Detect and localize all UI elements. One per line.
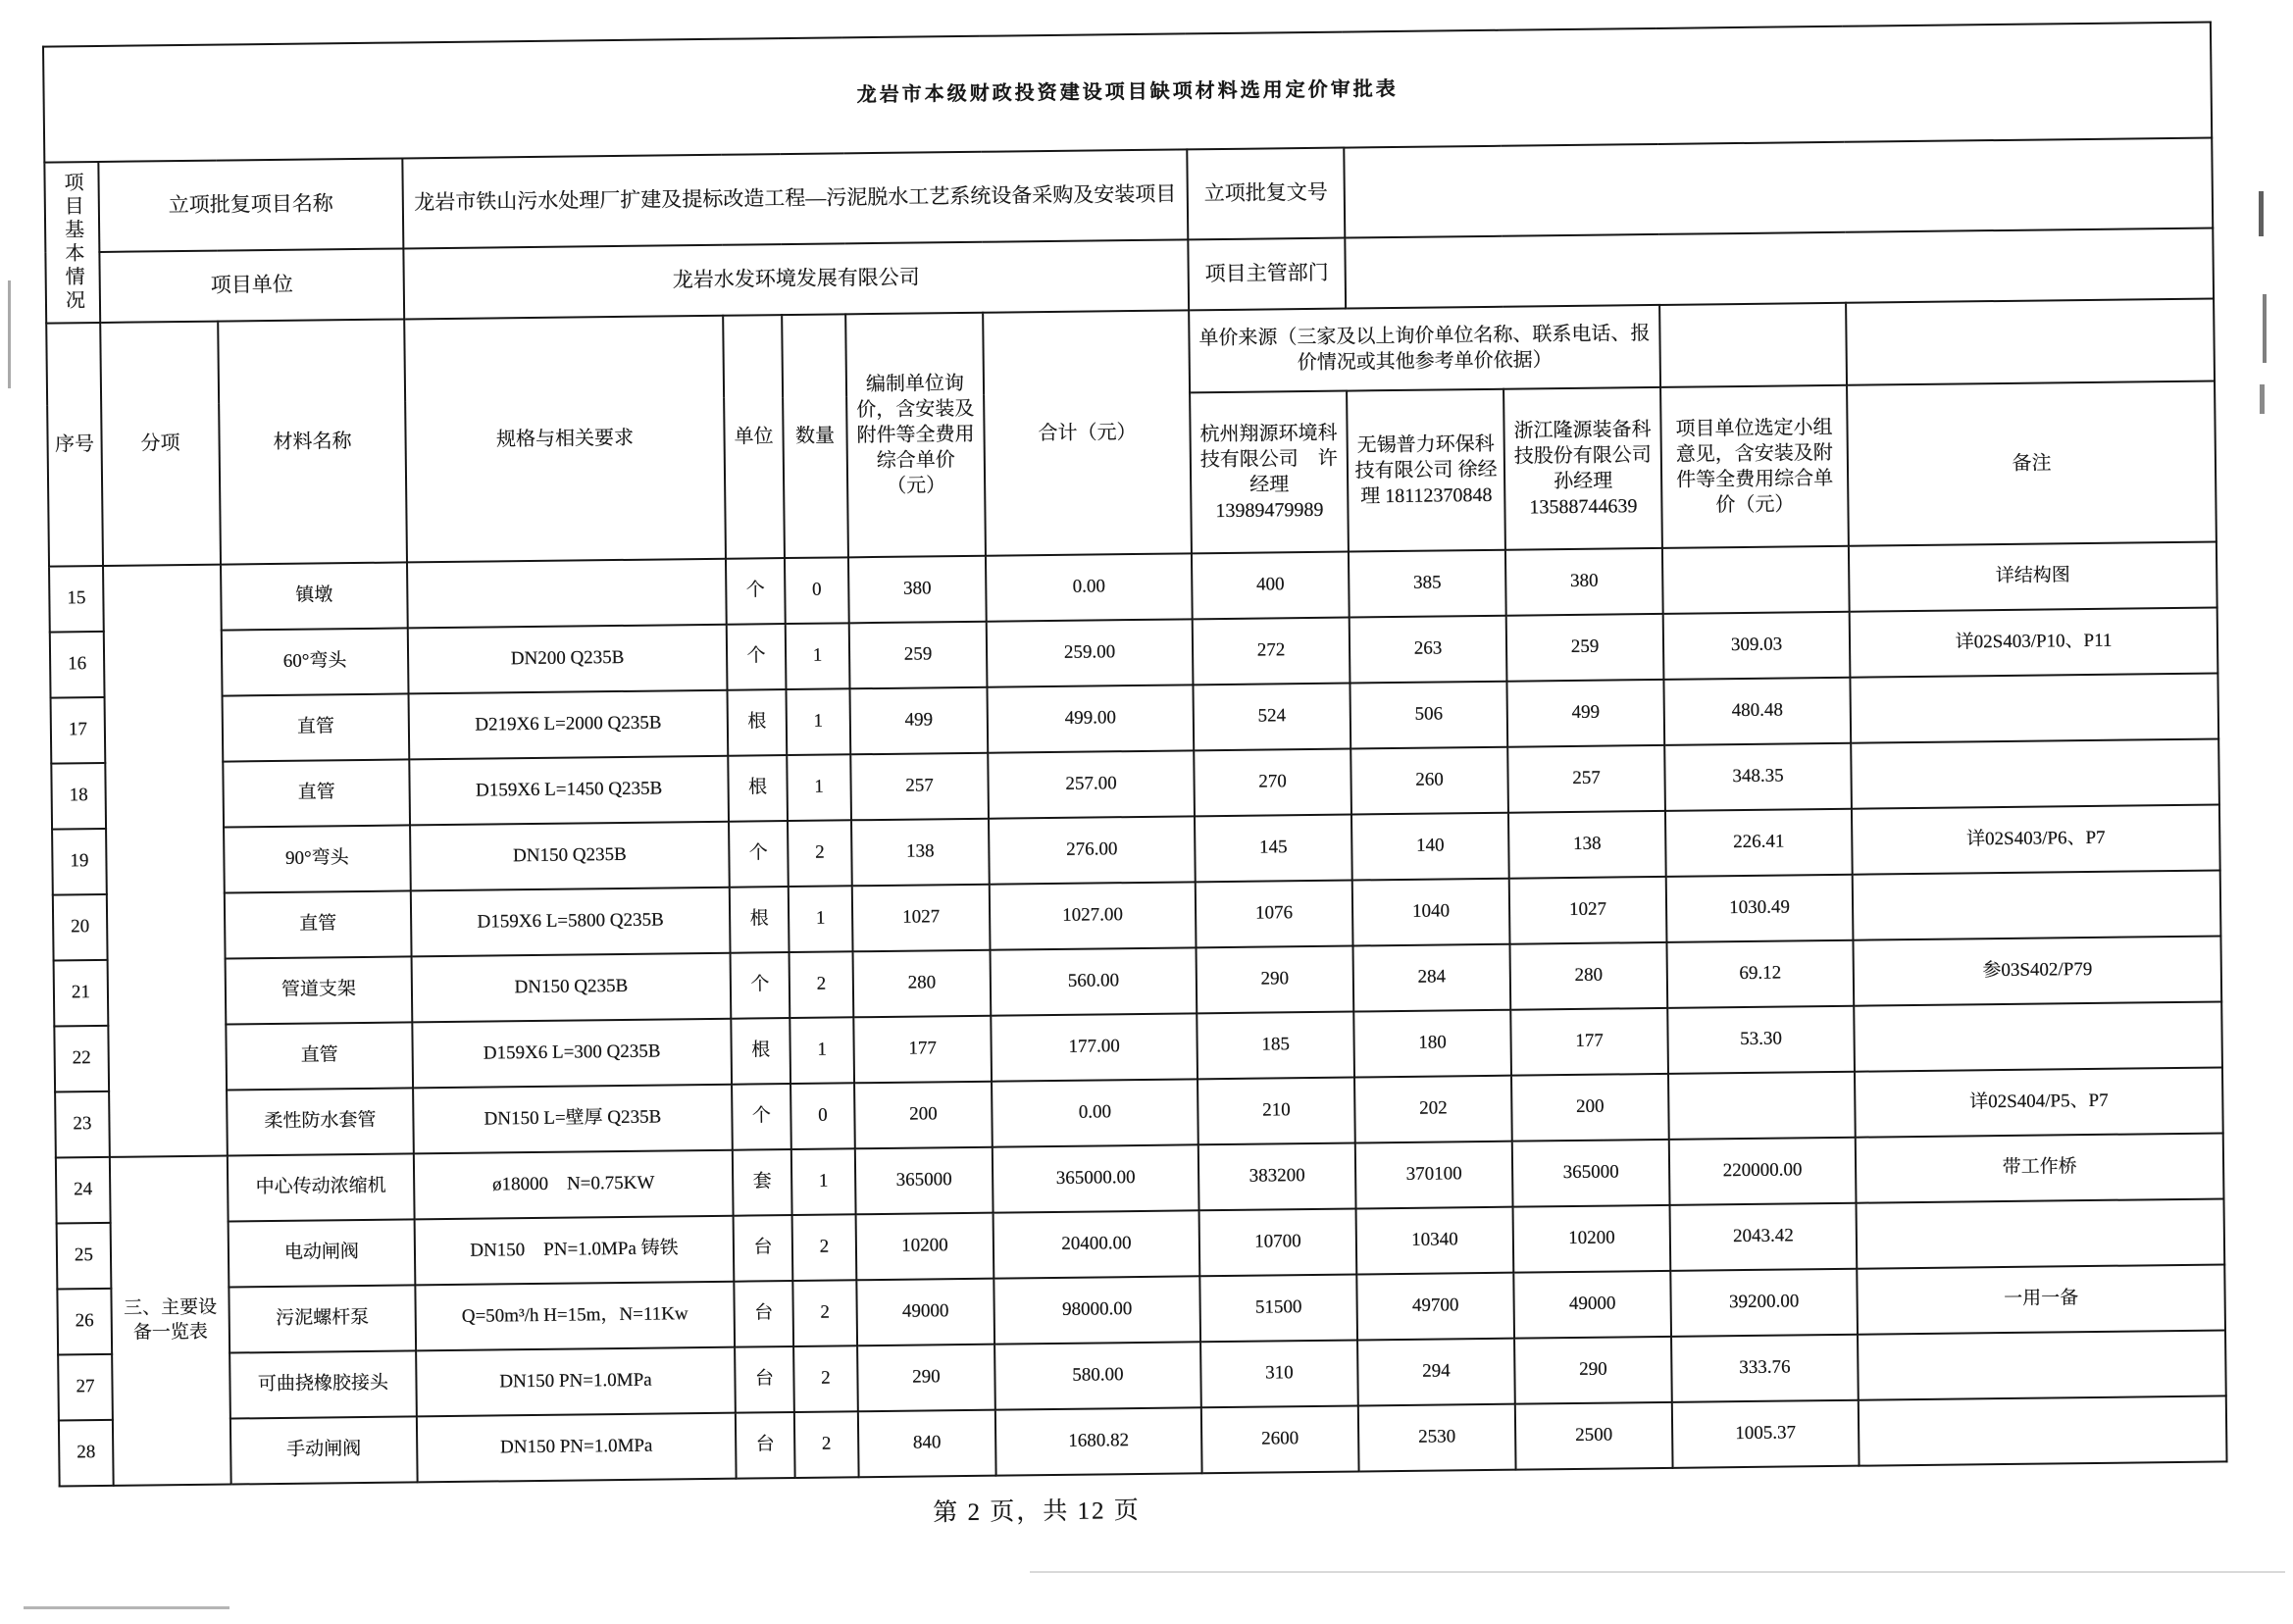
cell-seq: 17 (51, 697, 106, 764)
cell-sel: 333.76 (1671, 1335, 1859, 1402)
cell-unit: 台 (735, 1346, 794, 1413)
cell-v2: 2530 (1358, 1404, 1516, 1472)
scan-artifact (2259, 191, 2264, 236)
cell-seq: 24 (56, 1157, 111, 1224)
col-selected: 项目单位选定小组意见，含安装及附件等全费用综合单价（元） (1660, 385, 1849, 548)
unit-value: 龙岩水发环境发展有限公司 (403, 239, 1189, 319)
cell-remark (1853, 870, 2221, 939)
cell-v3: 290 (1514, 1337, 1672, 1404)
cell-material: 60°弯头 (222, 628, 409, 695)
cell-v1: 272 (1193, 618, 1350, 685)
cell-v1: 310 (1200, 1340, 1358, 1407)
cell-material: 中心传动浓缩机 (228, 1153, 415, 1221)
cell-material: 直管 (223, 693, 410, 761)
cell-spec: DN150 PN=1.0MPa (416, 1347, 736, 1417)
cell-sel: 309.03 (1663, 612, 1851, 680)
cell-remark: 一用一备 (1857, 1264, 2225, 1334)
cell-material: 管道支架 (226, 956, 413, 1024)
cell-qty: 2 (793, 1345, 858, 1412)
cell-spec: DN150 PN=1.0MPa 铸铁 (415, 1216, 735, 1286)
cell-spec: D159X6 L=1450 Q235B (409, 756, 729, 826)
cell-v1: 185 (1197, 1012, 1354, 1080)
cell-sel (1668, 1072, 1856, 1140)
col-comp-price: 编制单位询价，含安装及附件等全费用综合单价（元） (845, 313, 986, 558)
cell-material: 可曲挠橡胶接头 (229, 1350, 417, 1418)
cell-unit: 个 (727, 624, 787, 690)
col-source-group: 单价来源（三家及以上询价单位名称、联系电话、报价情况或其他参考单价依据） (1189, 305, 1660, 392)
scan-artifact (2260, 384, 2265, 414)
cell-qty: 2 (794, 1411, 859, 1478)
cell-sel: 226.41 (1665, 809, 1853, 877)
cell-remark: 详结构图 (1849, 542, 2217, 612)
col-remark: 备注 (1847, 381, 2217, 546)
cell-v2: 202 (1354, 1076, 1512, 1143)
cell-v2: 370100 (1355, 1142, 1513, 1209)
cell-qty: 2 (792, 1214, 857, 1281)
cell-v2: 49700 (1356, 1273, 1514, 1341)
cell-remark: 详02S403/P6、P7 (1852, 804, 2220, 874)
cell-v2: 284 (1352, 944, 1510, 1012)
cell-seq: 23 (55, 1091, 110, 1158)
cell-material: 手动闸阀 (230, 1416, 418, 1484)
cell-v3: 280 (1509, 942, 1667, 1010)
cell-v2: 294 (1357, 1339, 1515, 1406)
scan-artifact (2263, 294, 2267, 363)
cell-sel: 69.12 (1666, 940, 1854, 1008)
cell-unit: 套 (733, 1149, 792, 1216)
cell-section (103, 565, 228, 1157)
cell-spec: D159X6 L=300 Q235B (412, 1019, 732, 1089)
cell-v3: 200 (1511, 1074, 1669, 1142)
cell-total: 0.00 (992, 1079, 1198, 1146)
cell-v2: 260 (1350, 747, 1508, 815)
cell-v1: 51500 (1199, 1274, 1357, 1342)
cell-price: 1027 (852, 885, 991, 952)
cell-price: 380 (848, 556, 987, 624)
cell-price: 280 (853, 950, 992, 1018)
cell-remark (1858, 1330, 2226, 1399)
col-vendor3: 浙江隆源装备科技股份有限公司 孙经理 13588744639 (1503, 387, 1662, 550)
cell-total: 98000.00 (994, 1276, 1200, 1344)
cell-seq: 28 (59, 1420, 114, 1487)
cell-v2: 263 (1350, 616, 1507, 684)
cell-total: 499.00 (987, 685, 1194, 752)
cell-qty: 0 (790, 1083, 855, 1149)
cell-qty: 2 (788, 820, 852, 887)
cell-spec: DN150 PN=1.0MPa (417, 1413, 737, 1483)
cell-v3: 259 (1506, 614, 1664, 682)
col-seq: 序号 (46, 323, 103, 567)
cell-sel: 1005.37 (1672, 1400, 1860, 1468)
side-label-cell (44, 162, 100, 324)
cell-sel: 480.48 (1663, 678, 1851, 745)
cell-total: 177.00 (991, 1013, 1197, 1081)
cell-material: 直管 (225, 890, 412, 958)
cell-unit: 台 (736, 1412, 795, 1479)
scan-artifact (1030, 1571, 2285, 1573)
cell-total: 0.00 (986, 553, 1193, 621)
cell-unit: 个 (729, 821, 789, 888)
cell-v1: 383200 (1198, 1143, 1356, 1211)
cell-v2: 180 (1353, 1010, 1511, 1078)
cell-price: 840 (858, 1410, 996, 1478)
col-unit: 单位 (723, 315, 785, 559)
cell-spec: ø18000 N=0.75KW (414, 1150, 734, 1220)
cell-v2: 140 (1351, 813, 1509, 881)
cell-unit: 根 (731, 1018, 790, 1085)
col-spec: 规格与相关要求 (404, 316, 726, 563)
col-vendor2: 无锡普力环保科技有限公司 徐经理 18112370848 (1347, 389, 1505, 552)
cell-total: 20400.00 (994, 1210, 1200, 1278)
col-selected-spacer (1659, 303, 1847, 387)
cell-material: 镇墩 (221, 562, 408, 630)
cell-sel (1662, 546, 1850, 614)
col-total: 合计（元） (983, 310, 1192, 555)
cell-seq: 21 (54, 960, 109, 1027)
cell-v3: 138 (1508, 811, 1666, 879)
cell-sel: 53.30 (1667, 1006, 1855, 1074)
cell-unit: 个 (726, 558, 786, 625)
cell-price: 177 (853, 1016, 992, 1084)
approval-no-label: 立项批复文号 (1187, 148, 1345, 240)
cell-total: 365000.00 (993, 1144, 1199, 1212)
cell-v3: 257 (1507, 745, 1665, 813)
cell-v1: 210 (1197, 1078, 1355, 1145)
cell-v2: 385 (1349, 550, 1506, 618)
cell-seq: 19 (52, 829, 107, 895)
cell-total: 580.00 (994, 1342, 1201, 1409)
cell-v2: 10340 (1356, 1207, 1514, 1275)
cell-seq: 22 (54, 1026, 109, 1092)
cell-spec: D219X6 L=2000 Q235B (409, 690, 729, 760)
table-body (49, 542, 2227, 1487)
cell-v3: 177 (1510, 1008, 1668, 1076)
cell-total: 276.00 (989, 816, 1196, 884)
cell-v2: 1040 (1352, 879, 1510, 946)
cell-remark (1851, 738, 2219, 808)
col-qty: 数量 (782, 314, 848, 558)
cell-remark (1859, 1396, 2227, 1465)
cell-v3: 10200 (1513, 1205, 1671, 1273)
cell-unit: 根 (727, 689, 787, 756)
cell-sel: 1030.49 (1666, 875, 1854, 942)
cell-unit: 个 (731, 952, 790, 1019)
cell-spec: DN150 Q235B (410, 822, 730, 891)
cell-material: 直管 (226, 1022, 413, 1090)
cell-price: 499 (849, 687, 988, 755)
cell-material: 电动闸阀 (229, 1219, 416, 1287)
cell-v1: 270 (1194, 749, 1351, 817)
approval-no-value (1344, 138, 2213, 238)
cell-price: 49000 (856, 1279, 994, 1346)
cell-unit: 台 (734, 1215, 793, 1282)
col-section: 分项 (100, 322, 221, 566)
cell-total: 259.00 (987, 619, 1194, 686)
cell-spec: DN200 Q235B (408, 625, 728, 694)
cell-price: 290 (857, 1345, 995, 1412)
cell-v3: 1027 (1509, 877, 1667, 944)
cell-v1: 400 (1192, 552, 1350, 620)
cell-seq: 27 (58, 1354, 113, 1421)
cell-unit: 根 (728, 755, 788, 822)
cell-qty: 0 (785, 557, 849, 624)
cell-price: 259 (849, 622, 988, 689)
cell-price: 138 (851, 819, 990, 887)
cell-unit: 个 (732, 1084, 791, 1150)
cell-total: 560.00 (991, 947, 1197, 1015)
cell-v3: 2500 (1515, 1402, 1673, 1470)
cell-total: 257.00 (988, 750, 1195, 818)
dept-value (1345, 228, 2214, 309)
cell-qty: 2 (790, 951, 854, 1018)
cell-remark (1854, 1001, 2222, 1071)
cell-v1: 524 (1193, 684, 1350, 751)
cell-qty: 1 (789, 886, 853, 952)
cell-remark: 详02S403/P10、P11 (1850, 607, 2218, 677)
cell-qty: 1 (787, 754, 851, 821)
project-name-value: 龙岩市铁山污水处理厂扩建及提标改造工程—污泥脱水工艺系统设备采购及安装项目 (402, 149, 1188, 248)
cell-sel: 348.35 (1664, 743, 1852, 811)
dept-label: 项目主管部门 (1188, 238, 1346, 311)
cell-sel: 2043.42 (1670, 1203, 1858, 1271)
cell-material: 直管 (223, 759, 410, 827)
cell-spec (407, 559, 727, 629)
cell-seq: 18 (51, 763, 106, 830)
page-title: 龙岩市本级财政投资建设项目缺项材料选用定价审批表 (43, 23, 2212, 163)
cell-v1: 290 (1197, 946, 1354, 1014)
cell-v3: 49000 (1513, 1271, 1671, 1339)
cell-qty: 1 (786, 623, 850, 689)
cell-price: 10200 (856, 1213, 994, 1281)
col-vendor1: 杭州翔源环境科技有限公司 许经理 13989479989 (1190, 391, 1349, 554)
cell-v1: 2600 (1201, 1405, 1359, 1473)
cell-sel: 220000.00 (1669, 1138, 1857, 1205)
col-remark-spacer (1846, 299, 2215, 385)
cell-qty: 1 (791, 1148, 856, 1215)
cell-remark (1850, 673, 2218, 742)
cell-section: 三、主要设备一览表 (110, 1156, 231, 1486)
cell-spec: D159X6 L=5800 Q235B (411, 888, 731, 957)
cell-price: 257 (850, 753, 989, 821)
cell-spec: DN150 L=壁厚 Q235B (413, 1085, 733, 1154)
page-footer: 第 2 页，共 12 页 (933, 1497, 1141, 1527)
cell-remark: 带工作桥 (1856, 1133, 2224, 1202)
scanned-page (0, 21, 2293, 1539)
cell-unit: 根 (730, 887, 790, 953)
cell-v3: 380 (1505, 548, 1663, 616)
cell-seq: 15 (49, 566, 104, 633)
cell-remark: 参03S402/P79 (1853, 936, 2221, 1005)
cell-unit: 台 (734, 1281, 793, 1347)
cell-total: 1680.82 (995, 1407, 1202, 1475)
cell-price: 200 (854, 1082, 993, 1149)
cell-seq: 16 (50, 632, 105, 698)
project-name-label: 立项批复项目名称 (98, 158, 403, 252)
cell-spec: DN150 Q235B (412, 953, 732, 1023)
scan-artifact (24, 1606, 229, 1609)
cell-qty: 1 (786, 688, 850, 755)
cell-v3: 499 (1506, 680, 1664, 747)
cell-total: 1027.00 (990, 882, 1197, 949)
cell-v2: 506 (1350, 682, 1507, 749)
cell-v1: 10700 (1199, 1209, 1357, 1277)
side-label: 项目基本情况 (60, 172, 84, 314)
cell-qty: 2 (792, 1280, 857, 1346)
cell-sel: 39200.00 (1670, 1269, 1858, 1337)
cell-seq: 20 (53, 894, 108, 961)
cell-v3: 365000 (1512, 1140, 1670, 1207)
cell-seq: 25 (57, 1223, 112, 1290)
col-material: 材料名称 (218, 319, 407, 564)
cell-material: 柔性防水套管 (227, 1088, 414, 1155)
cell-seq: 26 (57, 1289, 112, 1355)
cell-remark: 详02S404/P5、P7 (1855, 1067, 2223, 1137)
cell-price: 365000 (855, 1147, 994, 1215)
cell-material: 污泥螺杆泵 (229, 1285, 416, 1352)
cell-v1: 145 (1195, 815, 1352, 883)
cell-qty: 1 (790, 1017, 854, 1084)
cell-remark (1857, 1198, 2225, 1268)
approval-table (42, 22, 2228, 1488)
cell-spec: Q=50m³/h H=15m，N=11Kw (415, 1282, 735, 1351)
unit-label: 项目单位 (99, 248, 404, 323)
cell-v1: 1076 (1196, 881, 1353, 948)
scan-artifact (8, 280, 11, 388)
cell-material: 90°弯头 (224, 825, 411, 892)
